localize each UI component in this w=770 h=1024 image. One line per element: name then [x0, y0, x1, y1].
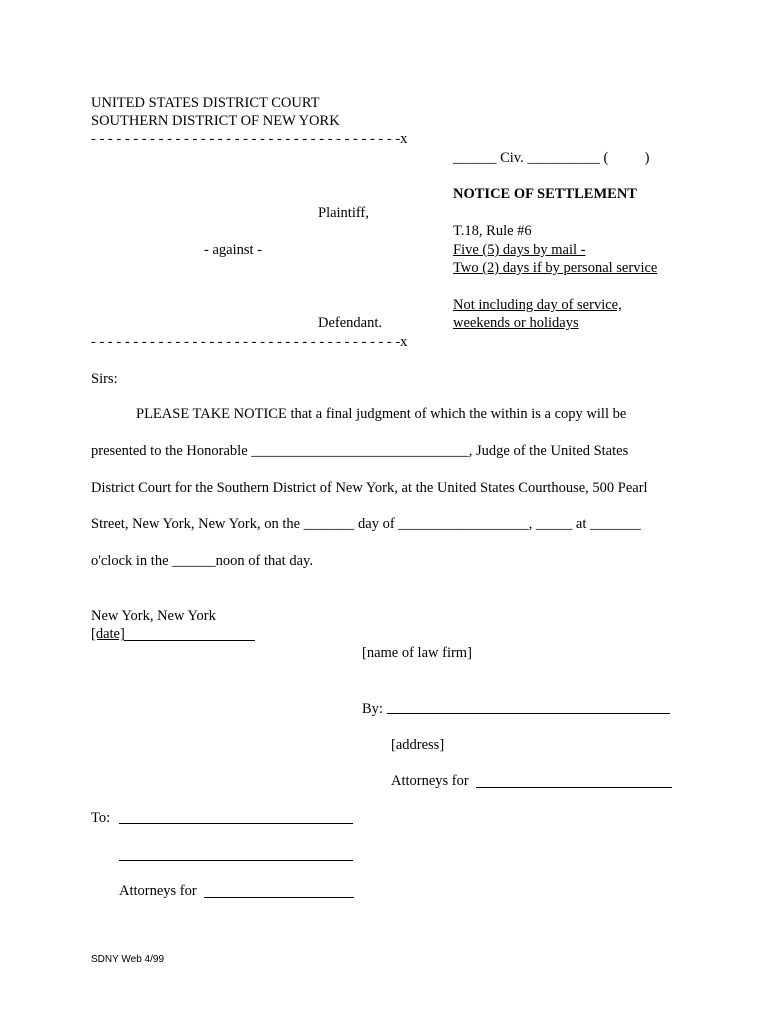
service-note-line2: weekends or holidays [453, 315, 579, 331]
attorneys-for-label: Attorneys for [391, 773, 469, 789]
caption-divider-top: - - - - - - - - - - - - - - - - - - - - - - - - - - - - - - - - - - - - -x [91, 131, 408, 147]
plaintiff-label: Plaintiff, [318, 205, 369, 221]
attorneys-for-line [476, 787, 672, 788]
civ-number-line: ______ Civ. __________ ( ) [453, 150, 650, 166]
salutation: Sirs: [91, 371, 118, 387]
signing-place: New York, New York [91, 608, 216, 624]
firm-address: [address] [391, 737, 445, 753]
to-attorneys-for-line [204, 897, 354, 898]
body-line-1: PLEASE TAKE NOTICE that a final judgment of which the within is a copy will be [136, 406, 627, 422]
to-attorneys-for-label: Attorneys for [119, 883, 197, 899]
court-name-line2: SOUTHERN DISTRICT OF NEW YORK [91, 113, 340, 129]
rule-reference: T.18, Rule #6 [453, 223, 532, 239]
body-line-5: o'clock in the ______noon of that day. [91, 553, 313, 569]
to-line-1 [119, 823, 353, 824]
against-label: - against - [204, 242, 262, 258]
service-note-line1: Not including day of service, [453, 297, 622, 313]
defendant-label: Defendant. [318, 315, 383, 331]
date-underline [124, 640, 255, 641]
to-line-2 [119, 860, 353, 861]
mail-service-days: Five (5) days by mail - [453, 242, 586, 258]
signing-date: [date] [91, 626, 125, 642]
form-code: SDNY Web 4/99 [91, 954, 165, 965]
body-line-4: Street, New York, New York, on the _______ day of __________________, _____ at _______ [91, 516, 641, 532]
caption-divider-bottom: - - - - - - - - - - - - - - - - - - - - - - - - - - - - - - - - - - - - -x [91, 334, 408, 350]
court-name-line1: UNITED STATES DISTRICT COURT [91, 95, 320, 111]
document-title: NOTICE OF SETTLEMENT [453, 186, 637, 202]
by-label: By: [362, 701, 383, 717]
law-firm-name: [name of law firm] [362, 645, 472, 661]
to-label: To: [91, 810, 111, 826]
body-line-3: District Court for the Southern District of New York, at the United States Courthouse, 500 Pearl [91, 480, 648, 496]
body-line-2: presented to the Honorable ______________________________, Judge of the United States [91, 443, 629, 459]
personal-service-days: Two (2) days if by personal service [453, 260, 658, 276]
signature-line [387, 713, 670, 714]
